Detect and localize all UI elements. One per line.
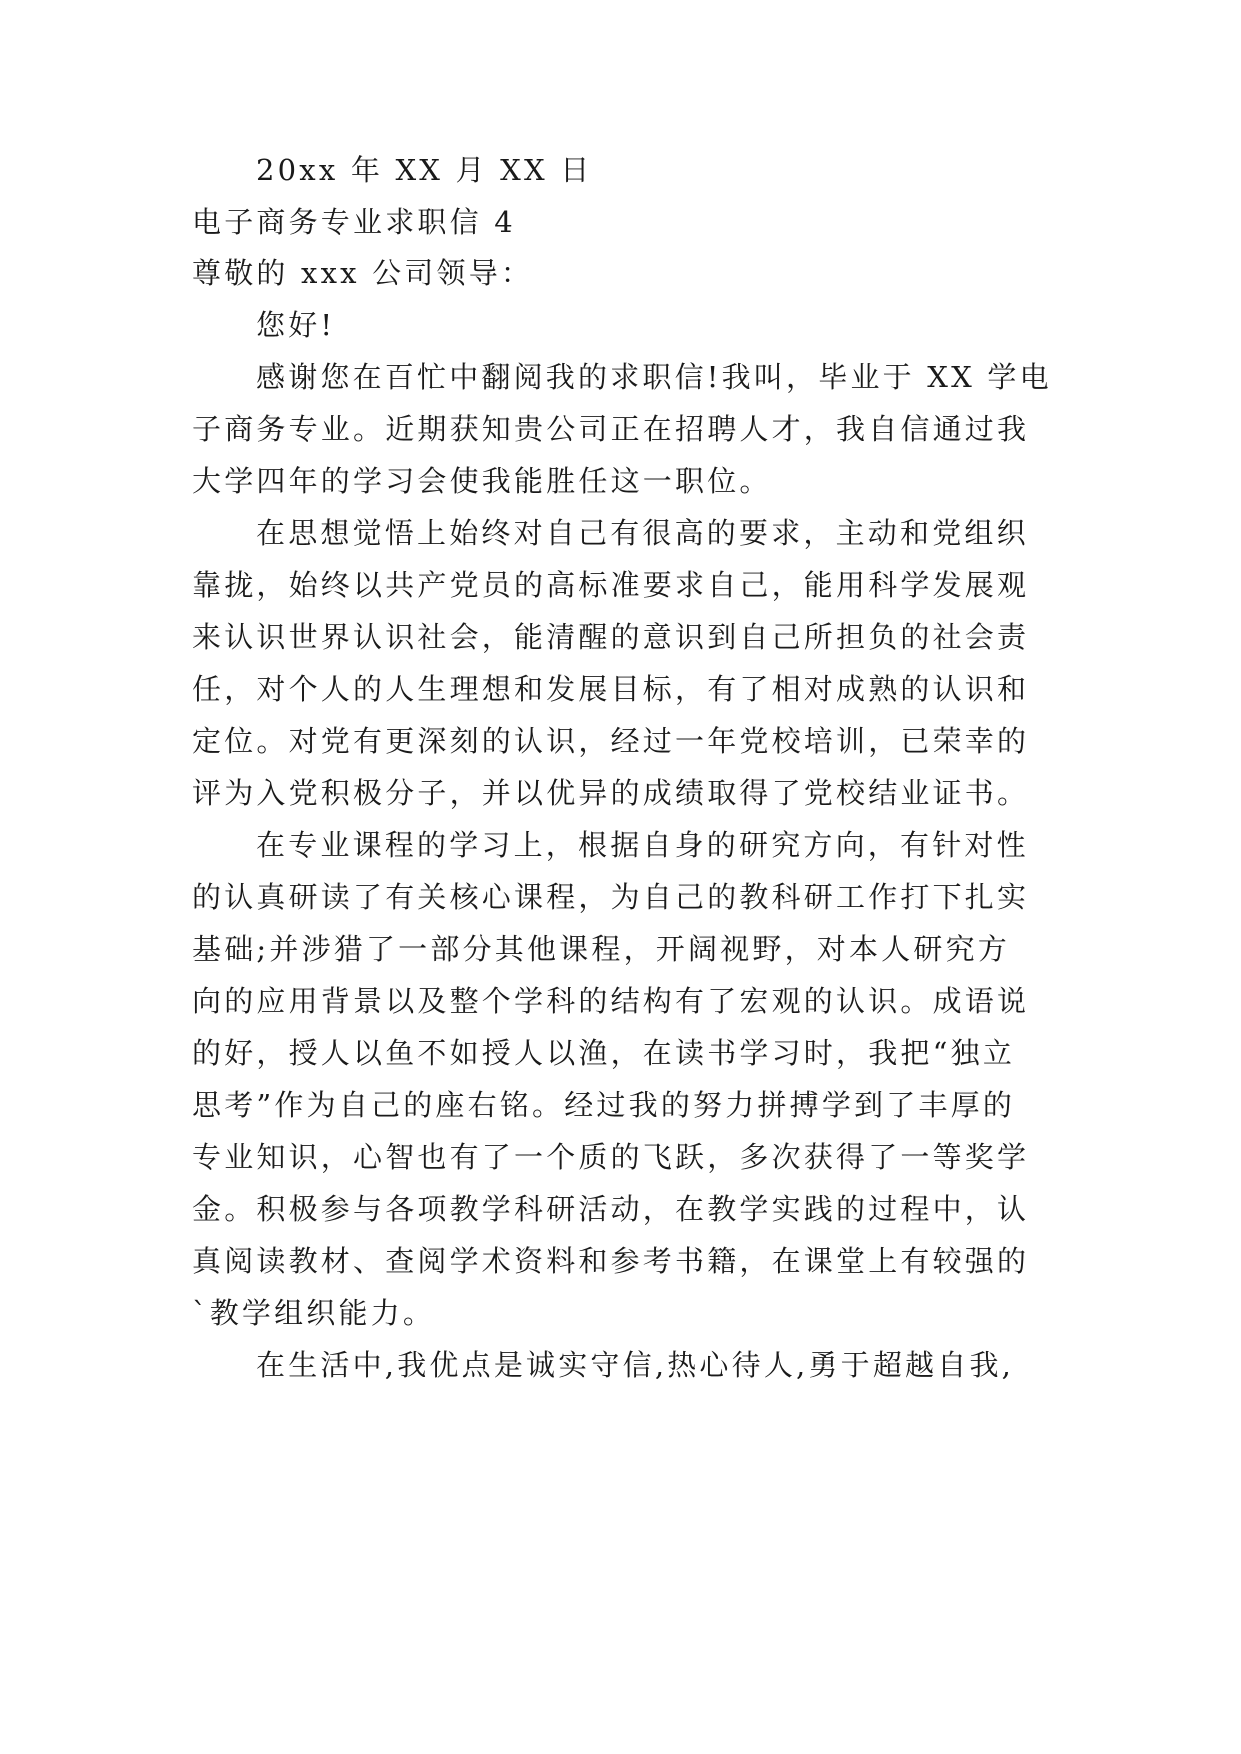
paragraph-line: 任，对个人的人生理想和发展目标，有了相对成熟的认识和 <box>192 672 1030 706</box>
paragraph-line: 大学四年的学习会使我能胜任这一职位。 <box>192 464 772 498</box>
paragraph-line: 靠拢，始终以共产党员的高标准要求自己，能用科学发展观 <box>192 568 1030 602</box>
paragraph-line: 专业知识，心智也有了一个质的飞跃，多次获得了一等奖学 <box>192 1140 1030 1174</box>
paragraph-line: 评为入党积极分子，并以优异的成绩取得了党校结业证书。 <box>192 776 1030 810</box>
paragraph-line: `教学组织能力。 <box>192 1296 436 1330</box>
paragraph-line: 基础;并涉猎了一部分其他课程，开阔视野，对本人研究方 <box>192 932 1010 966</box>
paragraph-line: 的好，授人以鱼不如授人以渔，在读书学习时，我把“独立 <box>192 1036 1016 1070</box>
paragraph-line: 真阅读教材、查阅学术资料和参考书籍，在课堂上有较强的 <box>192 1244 1030 1278</box>
greeting: 您好! <box>256 308 336 342</box>
salutation: 尊敬的 xxx 公司领导： <box>192 256 534 290</box>
paragraph-line: 感谢您在百忙中翻阅我的求职信!我叫，毕业于 XX 学电 <box>256 360 1052 394</box>
paragraph-line: 思考”作为自己的座右铭。经过我的努力拼搏学到了丰厚的 <box>192 1088 1016 1122</box>
paragraph-line: 在生活中,我优点是诚实守信,热心待人,勇于超越自我, <box>256 1348 1015 1382</box>
date-line: 20xx 年 XX 月 XX 日 <box>256 153 593 187</box>
paragraph-line: 定位。对党有更深刻的认识，经过一年党校培训，已荣幸的 <box>192 724 1030 758</box>
paragraph-line: 金。积极参与各项教学科研活动，在教学实践的过程中，认 <box>192 1192 1030 1226</box>
paragraph-line: 在专业课程的学习上，根据自身的研究方向，有针对性 <box>256 828 1029 862</box>
paragraph-line: 来认识世界认识社会，能清醒的意识到自己所担负的社会责 <box>192 620 1030 654</box>
letter-heading: 电子商务专业求职信 4 <box>192 205 516 239</box>
paragraph-line: 向的应用背景以及整个学科的结构有了宏观的认识。成语说 <box>192 984 1030 1018</box>
paragraph-line: 的认真研读了有关核心课程，为自己的教科研工作打下扎实 <box>192 880 1030 914</box>
paragraph-line: 子商务专业。近期获知贵公司正在招聘人才，我自信通过我 <box>192 412 1030 446</box>
paragraph-line: 在思想觉悟上始终对自己有很高的要求，主动和党组织 <box>256 516 1029 550</box>
